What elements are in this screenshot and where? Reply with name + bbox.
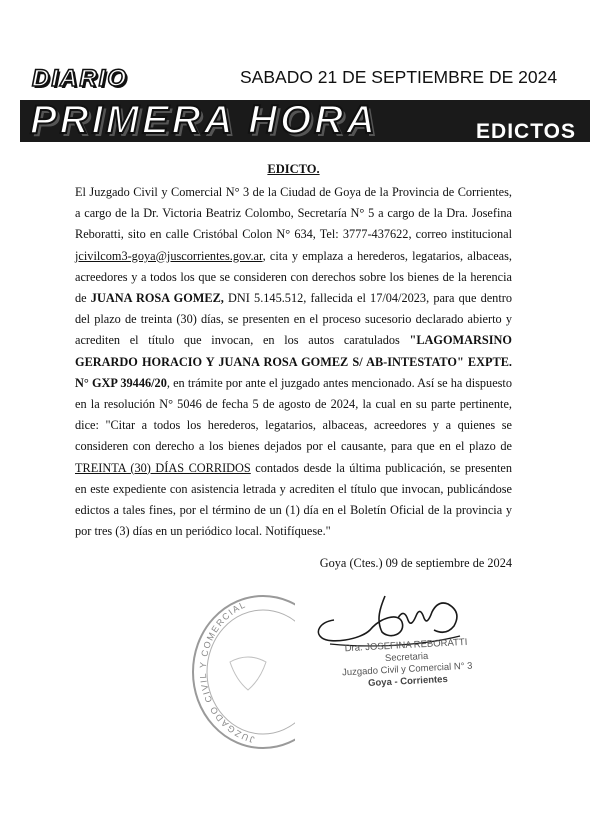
body-part-5: contados desde la última publicación, se presenten en este expediente con asistencia letrada y acrediten el título que invocan, publicándose edictos a tales fines, por el término de un (1) día en el Boletín Oficial de la provincia y por tres (3) días en un periódico local. Notifíquese." <box>75 460 512 539</box>
signer-city: Goya - Corrientes <box>367 673 449 690</box>
term-period: TREINTA (30) DÍAS CORRIDOS <box>75 460 251 475</box>
place-date: Goya (Ctes.) 09 de septiembre de 2024 <box>319 556 512 571</box>
signer-role: Secretaria <box>384 650 429 665</box>
section-label: EDICTOS <box>476 120 576 143</box>
body-part-4: , en trámite por ante el juzgado antes mencionado. Así se ha dispuesto en la resolución N° 5046 de fecha 5 de agosto de 2024, la cual en su parte pertinente, dice: "Citar a todos los herederos, legatarios, albaceas, acreedores y a quienes se consideren con derecho a los bienes dejados por el causante, para que en el plazo de <box>75 375 512 454</box>
edict-body <box>75 182 512 542</box>
signer-name: Dra. JOSEFINA REBORATTI <box>344 636 468 655</box>
body-part-3: DNI 5.145.512, fallecida el 17/04/2023, para que dentro del plazo de treinta (30) días, se presenten en el proceso sucesorio declarado abierto y acrediten el título que invocan, en los autos caratulados <box>75 291 512 348</box>
edict-heading: EDICTO. <box>267 162 320 176</box>
signature-block <box>321 636 493 693</box>
masthead-banner <box>20 100 590 142</box>
case-title: "LAGOMARSINO GERARDO HORACIO Y JUANA ROSA GOMEZ S/ AB-INTESTATO" EXPTE. N° GXP 39446/20 <box>75 333 512 390</box>
seal-text: JUZGADO CIVIL Y COMERCIAL <box>197 599 256 745</box>
edict-content <box>75 162 512 571</box>
body-part-1: El Juzgado Civil y Comercial N° 3 de la Ciudad de Goya de la Provincia de Corrientes, a cargo de la Dr. Victoria Beatriz Colombo, Secretaría N° 5 a cargo de la Dra. Josefina Reboratti, sito en calle Cristóbal Colon N° 634, Tel: 3777-437622, correo institucional <box>75 185 512 242</box>
masthead-title: PRIMERA HORA <box>30 98 378 142</box>
decedent-name: JUANA ROSA GOMEZ, <box>90 291 224 306</box>
diario-label: DIARIO <box>32 65 128 92</box>
body-part-2: , cita y emplaza a herederos, legatarios, albaceas, acreedores y a todos los que se consideren con derechos sobre los bienes de la herencia de <box>75 248 512 306</box>
newspaper-header <box>20 60 590 142</box>
svg-text:JUZGADO CIVIL Y COMERCIAL <box>198 599 256 745</box>
court-seal-stamp <box>185 592 295 752</box>
signer-court: Juzgado Civil y Comercial N° 3 <box>341 660 473 679</box>
publication-date: SABADO 21 DE SEPTIEMBRE DE 2024 <box>240 67 558 87</box>
court-email-link[interactable]: jcivilcom3-goya@juscorrientes.gov.ar <box>75 248 263 263</box>
